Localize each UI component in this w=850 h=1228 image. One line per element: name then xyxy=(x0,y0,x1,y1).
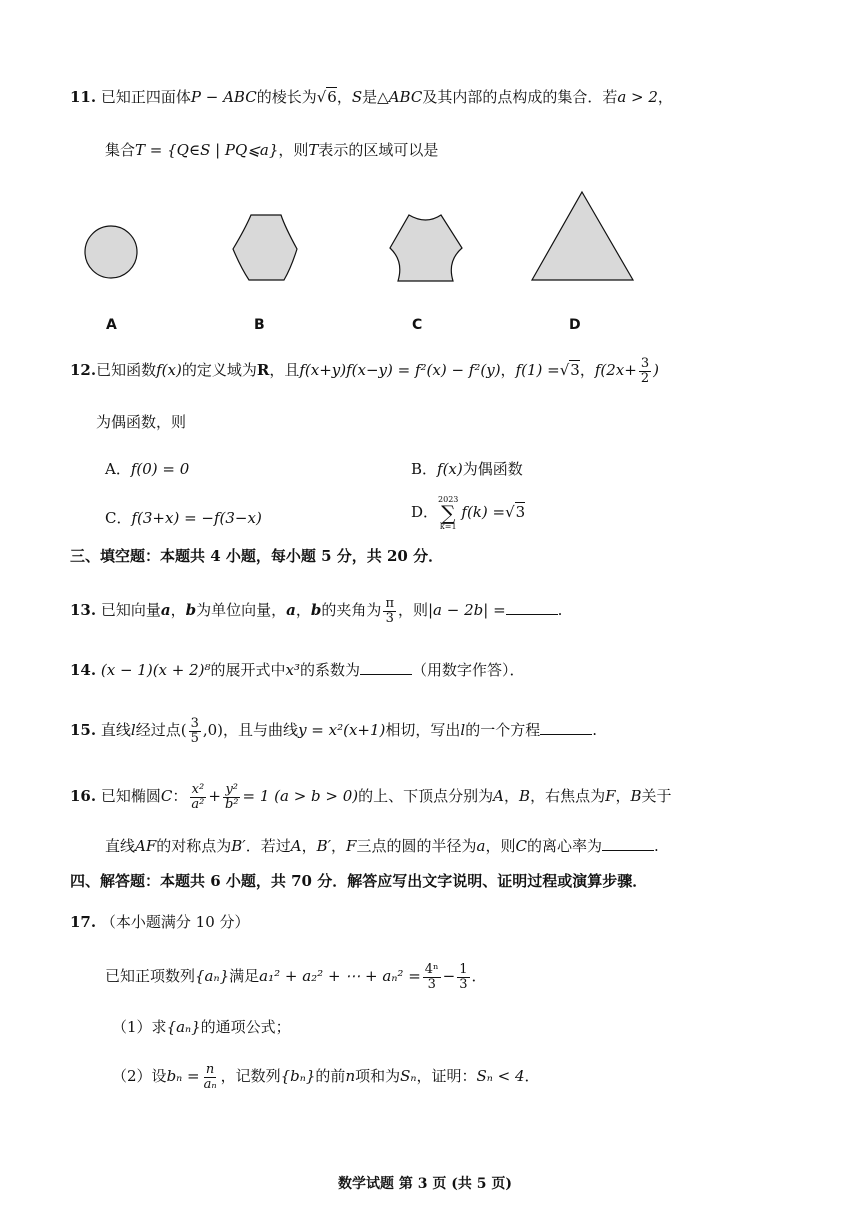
concave-hexagon-shape xyxy=(390,215,462,281)
math: R xyxy=(256,361,270,380)
math: C xyxy=(515,837,527,855)
text: 直线 xyxy=(100,721,131,740)
part-label: （2） xyxy=(112,1067,152,1086)
answer-blank[interactable] xyxy=(360,660,412,675)
text: 设 xyxy=(151,1067,167,1086)
math: l xyxy=(130,721,136,740)
text: 的展开式中 xyxy=(210,661,286,679)
text: ． xyxy=(524,1067,540,1086)
option-d-label: D xyxy=(569,317,581,333)
sum-symbol: ∑ xyxy=(441,500,456,525)
denominator: 3 xyxy=(385,610,394,626)
denominator: aₙ xyxy=(203,1076,217,1092)
option-label: A． xyxy=(105,460,131,478)
text: ．若过 xyxy=(245,837,291,855)
triangle-shape xyxy=(532,192,633,280)
math: f(2x+ xyxy=(594,361,637,380)
denominator: 2 xyxy=(640,370,650,386)
math: f(x+y)f(x−y) = f²(x) − f²(y) xyxy=(299,361,501,380)
question-number: 11. xyxy=(70,88,97,106)
option-c-concave-hexagon-figure xyxy=(389,213,465,285)
math: {aₙ} xyxy=(195,967,230,986)
math: a xyxy=(286,601,296,620)
rounded-hexagon-shape xyxy=(233,215,297,280)
text: 直线 xyxy=(105,837,136,855)
math: {bₙ} xyxy=(280,1067,316,1086)
math: B xyxy=(519,787,531,806)
math: B′ xyxy=(316,837,332,855)
math: 3 xyxy=(570,361,580,380)
text: 的上、下顶点分别为 xyxy=(358,787,494,806)
q12-line2: 为偶函数，则 xyxy=(96,413,187,431)
page-footer: 数学试题 第 3 页 (共 5 页) xyxy=(338,1176,512,1192)
text: 经过点 xyxy=(135,721,181,740)
math: B′ xyxy=(231,837,246,855)
math: a xyxy=(476,837,486,855)
text: 的系数为 xyxy=(300,661,361,679)
text: 集合 xyxy=(105,141,136,159)
numerator: x² xyxy=(191,782,205,797)
math: a xyxy=(160,601,171,620)
denominator: 3 xyxy=(459,976,468,992)
numerator: n xyxy=(205,1062,215,1077)
text: . xyxy=(653,837,659,855)
math: (x − 1)(x + 2)⁸ xyxy=(100,661,211,679)
q12-option-b xyxy=(411,460,523,478)
math: ( xyxy=(180,721,187,740)
q12-option-c xyxy=(105,509,262,527)
q11-line1: 11. 已知正四面体P − ABC的棱长为√6，S是△ABC及其内部的点构成的集合．若a > 2， xyxy=(70,88,673,106)
math: A xyxy=(290,837,302,855)
text: ， xyxy=(500,361,516,380)
text: （本小题满分 10 分） xyxy=(100,913,250,931)
text: ： xyxy=(172,787,188,806)
question-number: 17. xyxy=(70,913,97,931)
math: − xyxy=(442,967,456,986)
text: ， xyxy=(504,787,520,806)
text: 的一个方程 xyxy=(465,721,541,740)
text: 的定义域为 xyxy=(181,361,257,380)
math: 6 xyxy=(327,88,337,106)
option-c-label: C xyxy=(412,317,423,333)
section-3-heading: 三、填空题：本题共 4 小题，每小题 5 分，共 20 分． xyxy=(70,547,444,565)
q11-line2 xyxy=(105,141,438,159)
denominator: a² xyxy=(191,796,205,812)
text: 为偶函数 xyxy=(462,460,523,478)
text: ，则 xyxy=(485,837,516,855)
math: △ABC xyxy=(377,88,423,106)
circle-shape xyxy=(85,226,137,278)
math: + xyxy=(208,787,221,806)
math: ,0) xyxy=(202,721,224,740)
q17-stem xyxy=(105,963,487,991)
text: 的离心率为 xyxy=(526,837,602,855)
text: ，且与曲线 xyxy=(223,721,299,740)
math: Sₙ < 4 xyxy=(476,1067,525,1086)
option-a-label: A xyxy=(106,317,117,333)
text: 为单位向量， xyxy=(196,601,287,620)
option-d-triangle-figure xyxy=(531,191,635,283)
math: a₁² + a₂² + ⋯ + aₙ² = xyxy=(259,967,421,986)
fraction xyxy=(189,717,201,745)
text: . xyxy=(557,601,563,620)
math: f(0) = 0 xyxy=(130,460,190,478)
math: bₙ = xyxy=(166,1067,200,1086)
text: ， xyxy=(579,361,595,380)
text: ， xyxy=(331,837,347,855)
denominator: 3 xyxy=(427,976,436,992)
denominator: 5 xyxy=(190,730,199,746)
text: 的棱长为 xyxy=(256,88,317,106)
text: ，记数列 xyxy=(220,1067,281,1086)
text: 已知椭圆 xyxy=(100,787,161,806)
text: 已知正项数列 xyxy=(105,967,196,986)
numerator: 3 xyxy=(640,356,650,371)
q16-line1 xyxy=(70,783,672,811)
q15-line xyxy=(70,717,597,745)
text: 满足 xyxy=(229,967,260,986)
text: . xyxy=(592,721,598,740)
math: b xyxy=(185,601,197,620)
math: f(1) = xyxy=(515,361,560,380)
math: AF xyxy=(135,837,157,855)
text: ， xyxy=(336,88,352,106)
question-number: 14. xyxy=(70,661,97,679)
text: 的前 xyxy=(315,1067,346,1086)
numerator: 1 xyxy=(459,962,468,977)
option-b-rounded-hexagon-figure xyxy=(229,213,305,283)
math: A xyxy=(493,787,505,806)
answer-blank[interactable] xyxy=(602,836,654,851)
q12-line1: 12.已知函数f(x)的定义域为R，且f(x+y)f(x−y) = f²(x) − f²(y)，f(1) =√3，f(2x+ $\frac{3}{2}$ ) xyxy=(70,356,659,386)
numerator: π xyxy=(385,596,394,611)
fraction xyxy=(189,783,206,811)
sum-upper-limit: 2023 xyxy=(438,495,459,504)
math: f(3+x) = −f(3−x) xyxy=(131,509,262,527)
text: ，右焦点为 xyxy=(530,787,606,806)
text: 求 xyxy=(151,1018,167,1036)
fraction xyxy=(639,357,651,385)
text: 的对称点为 xyxy=(156,837,232,855)
question-number: 13. xyxy=(70,601,97,620)
math: ) xyxy=(653,361,659,380)
text: ，则 xyxy=(278,141,309,159)
fraction xyxy=(423,963,441,991)
text: ． xyxy=(471,967,487,986)
part-label: （1） xyxy=(112,1018,152,1036)
option-a-circle-figure xyxy=(84,225,140,281)
text: 及其内部的点构成的集合．若 xyxy=(422,88,618,106)
denominator: b² xyxy=(224,796,239,812)
math: f(x) xyxy=(437,460,463,478)
sum-lower-limit: k=1 xyxy=(439,521,457,531)
text: 相切，写出 xyxy=(385,721,461,740)
fraction xyxy=(457,963,469,991)
q17-part2 xyxy=(112,1063,540,1091)
math: {aₙ} xyxy=(166,1018,201,1036)
math: f(k) = xyxy=(461,503,506,522)
math: f(x) xyxy=(156,361,182,380)
text: ， xyxy=(295,601,311,620)
math: B xyxy=(630,787,642,806)
math: b xyxy=(310,601,322,620)
math: y = x²(x+1) xyxy=(298,721,386,740)
question-number: 16. xyxy=(70,787,97,806)
numerator: 4ⁿ xyxy=(424,962,439,977)
text: ， xyxy=(170,601,186,620)
q17-part1 xyxy=(112,1018,291,1036)
math: a > 2 xyxy=(617,88,658,106)
q13-line xyxy=(70,597,562,625)
math: |a − 2b| = xyxy=(428,601,506,620)
text: 三点的圆的半径为 xyxy=(356,837,477,855)
math: x³ xyxy=(285,661,301,679)
text: 项和为 xyxy=(355,1067,401,1086)
math: n xyxy=(345,1067,356,1086)
text: 已知函数 xyxy=(96,361,157,380)
text: ， xyxy=(657,88,673,106)
math: 3 xyxy=(515,503,526,522)
math: T xyxy=(308,141,319,159)
math: S xyxy=(351,88,363,106)
text: 的夹角为 xyxy=(321,601,382,620)
math: l xyxy=(460,721,466,740)
fraction xyxy=(202,1063,219,1091)
question-number: 12. xyxy=(70,361,97,380)
q12-option-a xyxy=(105,460,189,478)
q12-option-d: D． 2023 ∑ k=1 f(k) =√3 xyxy=(411,495,526,531)
option-label: D． xyxy=(411,503,439,522)
option-label: C． xyxy=(105,509,132,527)
q14-line xyxy=(70,660,525,679)
text: ，则 xyxy=(397,601,428,620)
numerator: y² xyxy=(225,782,238,797)
text: 是 xyxy=(362,88,378,106)
fraction xyxy=(223,783,241,811)
math: F xyxy=(605,787,616,806)
math: C xyxy=(160,787,173,806)
math: = 1 (a > b > 0) xyxy=(242,787,359,806)
text: ， xyxy=(301,837,317,855)
text: ，且 xyxy=(269,361,300,380)
text: 的通项公式； xyxy=(200,1018,291,1036)
question-number: 15. xyxy=(70,721,97,740)
section-4-heading: 四、解答题：本题共 6 小题，共 70 分．解答应写出文字说明、证明过程或演算步骤． xyxy=(70,872,648,890)
text: 表示的区域可以是 xyxy=(318,141,439,159)
summation xyxy=(438,496,458,530)
answer-blank[interactable] xyxy=(506,600,558,615)
numerator: 3 xyxy=(190,716,199,731)
text: 已知正四面体 xyxy=(100,88,191,106)
option-label: B． xyxy=(411,460,438,478)
text: ，证明： xyxy=(416,1067,477,1086)
q16-line2 xyxy=(105,836,659,855)
text: ， xyxy=(615,787,631,806)
answer-blank[interactable] xyxy=(540,720,592,735)
text: （用数字作答）． xyxy=(412,661,525,679)
math: Sₙ xyxy=(400,1067,417,1086)
math: P − ABC xyxy=(190,88,257,106)
fraction xyxy=(383,597,396,625)
text: 已知向量 xyxy=(100,601,161,620)
math: F xyxy=(346,837,357,855)
q17-header xyxy=(70,913,250,931)
text: 关于 xyxy=(641,787,672,806)
option-b-label: B xyxy=(254,317,265,333)
math: T = {Q∈S | PQ⩽a} xyxy=(135,141,279,159)
